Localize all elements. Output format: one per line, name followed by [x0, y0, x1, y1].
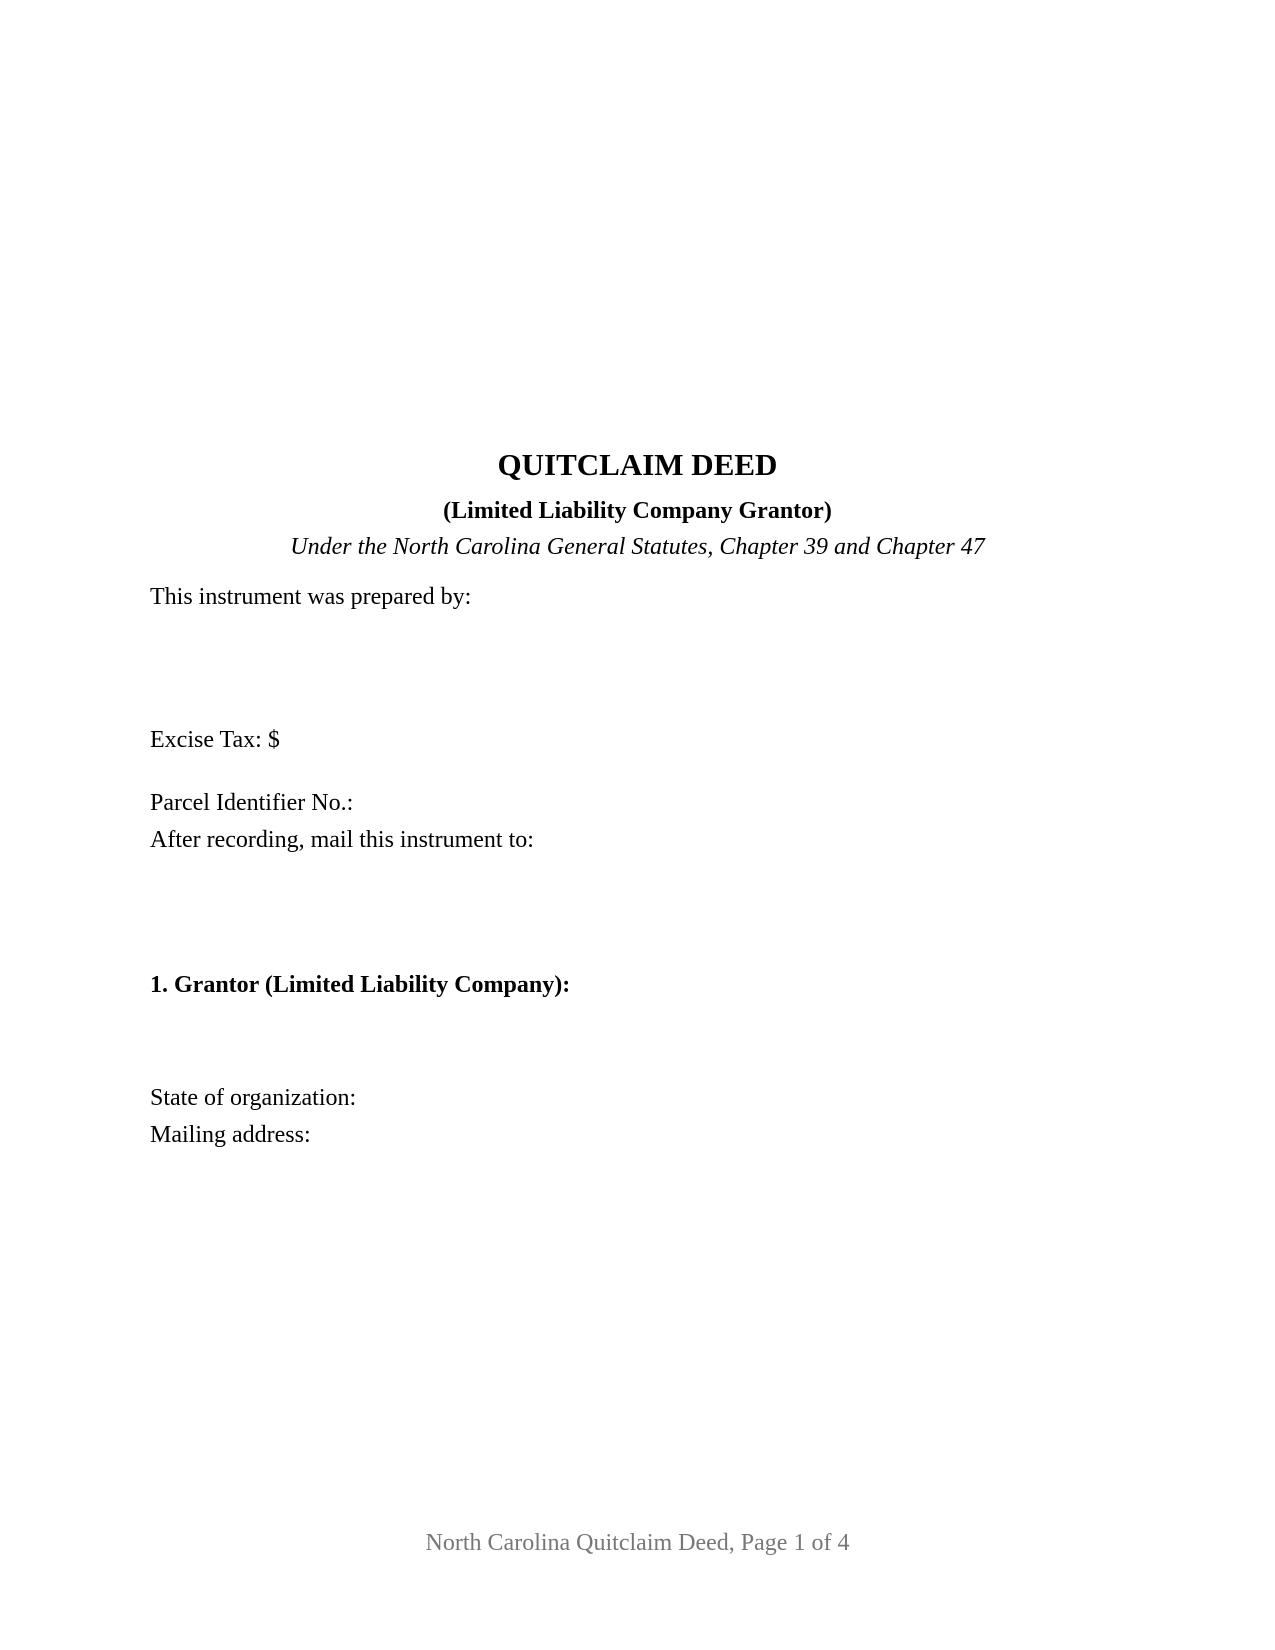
parcel-identifier-label: Parcel Identifier No.:: [150, 790, 354, 816]
document-title: QUITCLAIM DEED: [497, 447, 778, 482]
document-subtitle: (Limited Liability Company Grantor): [443, 498, 832, 524]
excise-tax-label: Excise Tax: $: [150, 727, 280, 753]
state-of-organization-label: State of organization:: [150, 1085, 357, 1111]
mailing-address-label: Mailing address:: [150, 1122, 311, 1148]
mail-to-label: After recording, mail this instrument to:: [150, 827, 534, 853]
statute-reference: Under the North Carolina General Statutes, Chapter 39 and Chapter 47: [290, 534, 985, 560]
section-1-heading: 1. Grantor (Limited Liability Company):: [150, 972, 571, 998]
prepared-by-label: This instrument was prepared by:: [150, 584, 472, 610]
page-footer: North Carolina Quitclaim Deed, Page 1 of 4: [425, 1530, 850, 1556]
